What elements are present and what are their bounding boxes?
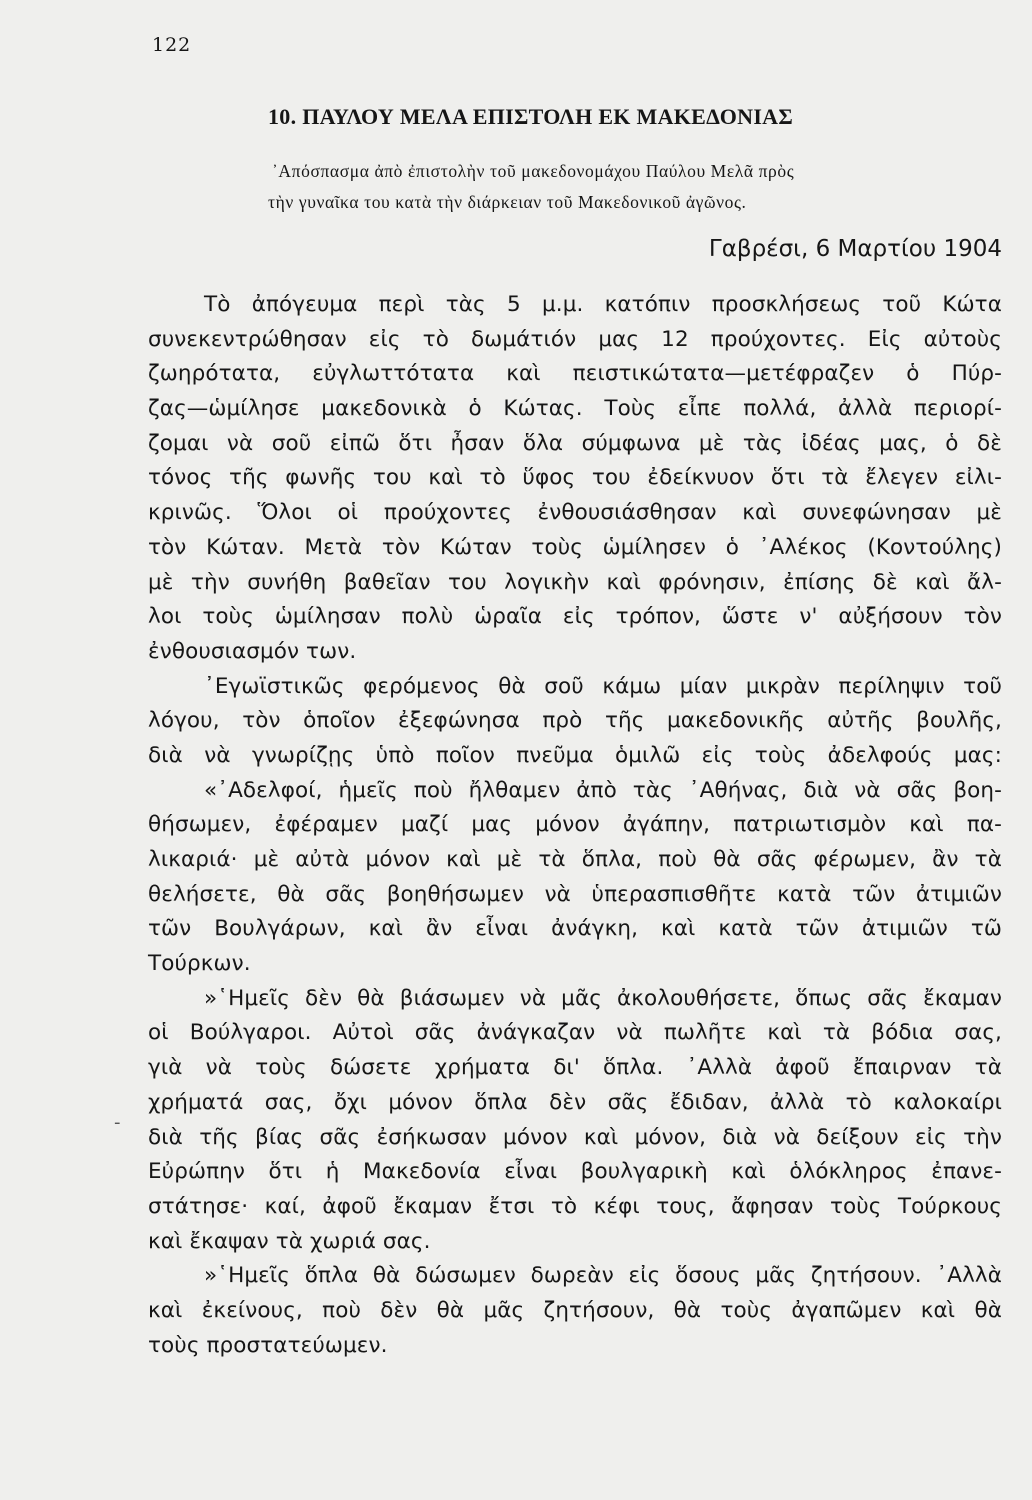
body-line: ἐνθουσιασμόν των.: [148, 638, 357, 664]
body-line: Τὸ ἀπόγευμα περὶ τὰς 5 μ.μ. κατόπιν προσκλήσεως τοῦ Κώτα: [204, 292, 1002, 317]
body-line: λοι τοὺς ὡμίλησαν πολὺ ὡραῖα εἰς τρόπον, ὥστε ν' αὐξήσουν τὸν: [148, 604, 1002, 630]
body-line: »῾Ημεῖς δὲν θὰ βιάσωμεν νὰ μᾶς ἀκολουθήσετε, ὅπως σᾶς ἔκαμαν: [204, 985, 1002, 1011]
body-line: θήσωμεν, ἐφέραμεν μαζί μας μόνον ἀγάπην, πατριωτισμὸν καὶ πα-: [148, 812, 1002, 838]
body-line: στάτησε· καί, ἀφοῦ ἔκαμαν ἔτσι τὸ κέφι τους, ἄφησαν τοὺς Τούρκους: [148, 1193, 1002, 1219]
body-line: καὶ ἐκείνους, ποὺ δὲν θὰ μᾶς ζητήσουν, θὰ τοὺς ἀγαπῶμεν καὶ θὰ: [148, 1297, 1002, 1323]
body-line: τὸν Κώταν. Μετὰ τὸν Κώταν τοὺς ὡμίλησεν ὁ ᾿Αλέκος (Κοντούλης): [148, 534, 1002, 560]
intro-line: ᾿Απόσπασμα ἀπὸ ἐπιστολὴν τοῦ μακεδονομάχου Παύλου Μελᾶ πρὸς: [272, 161, 795, 181]
body-line: λικαριά· μὲ αὐτὰ μόνον καὶ μὲ τὰ ὅπλα, ποὺ θὰ σᾶς φέρωμεν, ἂν τὰ: [148, 847, 1002, 872]
body-line: τῶν Βουλγάρων, καὶ ἂν εἶναι ἀνάγκη, καὶ κατὰ τῶν ἀτιμιῶν τῶ: [148, 916, 1002, 942]
margin-mark: -: [114, 1112, 121, 1133]
body-line: διὰ νὰ γνωρίζῃς ὑπὸ ποῖον πνεῦμα ὁμιλῶ εἰς τοὺς ἀδελφούς μας:: [148, 742, 1002, 768]
intro-note: [268, 156, 1002, 218]
intro-line: τὴν γυναῖκα του κατὰ τὴν διάρκειαν τοῦ Μακεδονικοῦ ἀγῶνος.: [268, 192, 747, 212]
body-line: τοὺς προστατεύωμεν.: [148, 1332, 388, 1358]
body-line: λόγου, τὸν ὁποῖον ἐξεφώνησα πρὸ τῆς μακεδονικῆς αὐτῆς βουλῆς,: [148, 708, 1002, 734]
page-number: 122: [152, 34, 192, 56]
body-line: Τούρκων.: [148, 951, 251, 977]
dateline: Γαβρέσι, 6 Μαρτίου 1904: [708, 236, 1002, 262]
body-line: γιὰ νὰ τοὺς δώσετε χρήματα δι' ὅπλα. ᾿Αλλὰ ἀφοῦ ἔπαιρναν τὰ: [148, 1055, 1002, 1081]
letter-body: [148, 288, 1002, 1363]
body-line: καὶ ἔκαψαν τὰ χωριά σας.: [148, 1228, 431, 1254]
body-line: διὰ τῆς βίας σᾶς ἐσήκωσαν μόνον καὶ μόνον, διὰ νὰ δείξουν εἰς τὴν: [148, 1124, 1002, 1150]
body-line: οἱ Βούλγαροι. Αὐτοὶ σᾶς ἀνάγκαζαν νὰ πωλῆτε καὶ τὰ βόδια σας,: [148, 1020, 1002, 1046]
body-line: μὲ τὴν συνήθη βαθεῖαν του λογικὴν καὶ φρόνησιν, ἐπίσης δὲ καὶ ἄλ-: [148, 569, 1002, 595]
body-line: Εὐρώπην ὅτι ἡ Μακεδονία εἶναι βουλγαρικὴ καὶ ὁλόκληρος ἐπανε-: [148, 1159, 1002, 1185]
body-line: ζομαι νὰ σοῦ εἰπῶ ὅτι ἦσαν ὅλα σύμφωνα μὲ τὰς ἰδέας μας, ὁ δὲ: [148, 430, 1002, 456]
body-line: συνεκεντρώθησαν εἰς τὸ δωμάτιόν μας 12 προύχοντες. Εἰς αὐτοὺς: [148, 326, 1002, 352]
body-line: ζωηρότατα, εὐγλωττότατα καὶ πειστικώτατα—μετέφραζεν ὁ Πύρ-: [148, 361, 1002, 387]
body-line: χρήματά σας, ὄχι μόνον ὅπλα δὲν σᾶς ἔδιδαν, ἀλλὰ τὸ καλοκαίρι: [148, 1089, 1002, 1115]
document-heading: 10. ΠΑΥΛΟΥ ΜΕΛΑ ΕΠΙΣΤΟΛΗ ΕΚ ΜΑΚΕΔΟΝΙΑΣ: [268, 104, 794, 129]
body-line: τόνος τῆς φωνῆς του καὶ τὸ ὕφος του ἐδείκνυον ὅτι τὰ ἔλεγεν εἰλι-: [148, 465, 1002, 491]
body-line: ζας—ὡμίλησε μακεδονικὰ ὁ Κώτας. Τοὺς εἶπε πολλά, ἀλλὰ περιορί-: [148, 396, 1002, 422]
body-line: θελήσετε, θὰ σᾶς βοηθήσωμεν νὰ ὑπερασπισθῆτε κατὰ τῶν ἀτιμιῶν: [148, 881, 1002, 907]
body-line: »῾Ημεῖς ὅπλα θὰ δώσωμεν δωρεὰν εἰς ὅσους μᾶς ζητήσουν. ᾿Αλλὰ: [204, 1263, 1002, 1289]
body-line: «᾿Αδελφοί, ἡμεῖς ποὺ ἤλθαμεν ἀπὸ τὰς ᾿Αθήνας, διὰ νὰ σᾶς βοη-: [204, 777, 1002, 803]
body-line: κρινῶς. Ὅλοι οἱ προύχοντες ἐνθουσιάσθησαν καὶ συνεφώνησαν μὲ: [148, 500, 1002, 526]
body-line: ᾿Εγωϊστικῶς φερόμενος θὰ σοῦ κάμω μίαν μικρὰν περίληψιν τοῦ: [204, 673, 1002, 699]
